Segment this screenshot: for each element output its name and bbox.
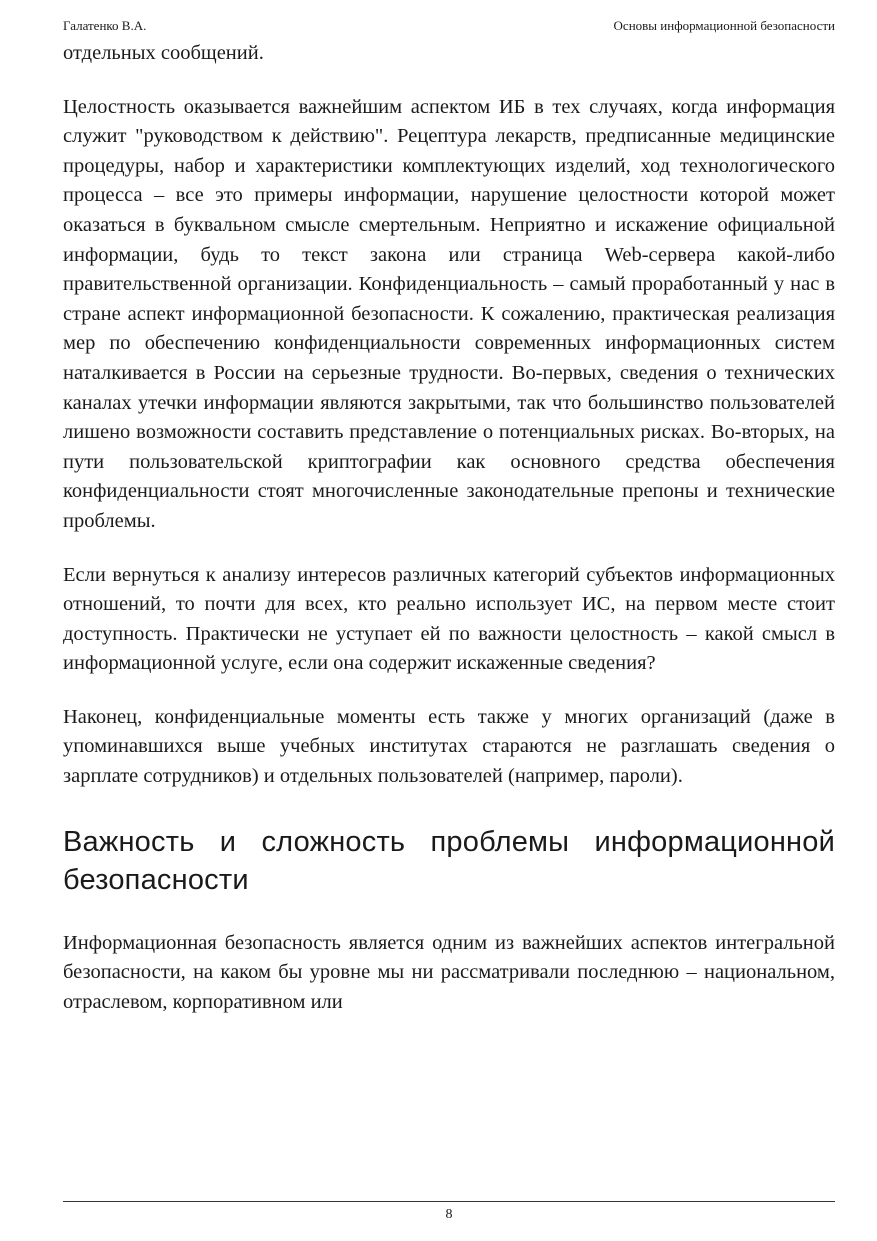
paragraph-importance: Информационная безопасность является одним из важнейших аспектов интегральной безопасности, на каком бы уровне мы ни рассматривали последнюю – национальном, отраслевом, корпоративном или [63,931,835,1013]
document-body [63,39,835,1017]
footer-divider [63,1201,835,1202]
paragraph-continuation: отдельных сообщений. [63,42,264,64]
paragraph-availability: Если вернуться к анализу интересов различных категорий субъектов информационных отношений, то почти для всех, кто реально использует ИС, на первом месте стоит доступность. Практически не уступает ей по важности целостность – какой смысл в информационной услуге, если она содержит искаженные сведения? [63,563,835,675]
paragraph-integrity: Целостность оказывается важнейшим аспектом ИБ в тех случаях, когда информация служит "руководством к действию". Рецептура лекарств, предписанные медицинские процедуры, набор и характеристики комплектующих изделий, ход технологического процесса – все это примеры информации, нарушение целостности которой может оказаться в буквальном смысле смертельным. Неприятно и искажение официальной информации, будь то текст закона или страница Web-сервера какой-либо правительственной организации. Конфиденциальность – самый проработанный у нас в стране аспект информационной безопасности. К сожалению, практическая реализация мер по обеспечению конфиденциальности современных информационных систем наталкивается в России на серьезные трудности. Во-первых, сведения о технических каналах утечки информации являются закрытыми, так что большинство пользователей лишено возможности составить представление о потенциальных рисках. Во-вторых, на пути пользовательской криптографии как основного средства обеспечения конфиденциальности стоят многочисленные законодательные препоны и технические проблемы. [63,95,835,532]
header-author: Галатенко В.А. [63,18,147,33]
paragraph-confidentiality: Наконец, конфиденциальные моменты есть также у многих организаций (даже в упоминавшихся выше учебных институтах стараются не разглашать сведения о зарплате сотрудников) и отдельных пользователей (например, пароли). [63,705,835,788]
page-number: 8 [445,1207,453,1222]
document-page [63,0,835,1241]
running-header [63,16,835,36]
section-heading: Важность и сложность проблемы информационной безопасности [63,825,835,896]
header-title: Основы информационной безопасности [613,18,835,33]
